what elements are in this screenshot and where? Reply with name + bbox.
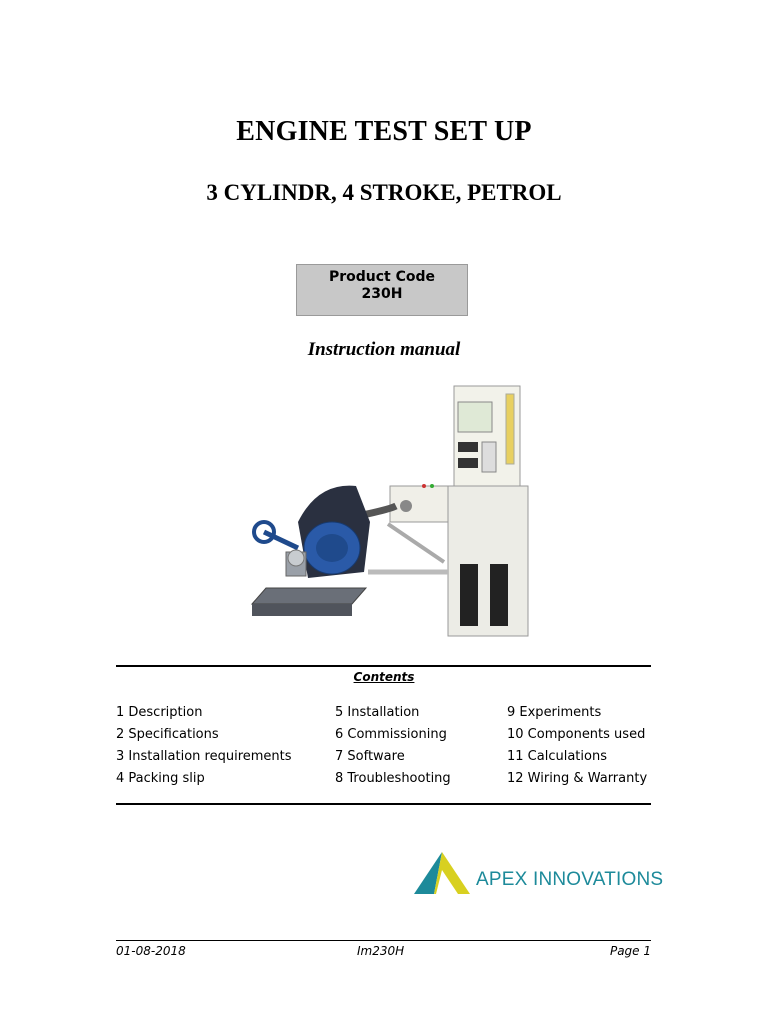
toc-column-1 xyxy=(116,702,292,790)
footer-page: Page 1 xyxy=(609,944,651,958)
manual-label: Instruction manual xyxy=(307,339,461,360)
toc-item[interactable]: 11 Calculations xyxy=(507,749,607,764)
document-subtitle: 3 CYLINDR, 4 STROKE, PETROL xyxy=(206,180,562,205)
toc-item[interactable]: 8 Troubleshooting xyxy=(335,771,451,786)
toc-column-2 xyxy=(335,702,451,790)
toc-column-3 xyxy=(507,702,647,790)
product-code-value: 230H xyxy=(361,286,403,302)
document-title: ENGINE TEST SET UP xyxy=(236,116,532,147)
product-code-label: Product Code xyxy=(328,269,436,285)
toc-item[interactable]: 6 Commissioning xyxy=(335,727,447,742)
toc-item[interactable]: 4 Packing slip xyxy=(116,771,205,786)
engine-test-rig-photo xyxy=(238,382,536,638)
footer-doc-id: Im230H xyxy=(357,944,405,958)
footer-date: 01-08-2018 xyxy=(116,944,186,958)
toc-item[interactable]: 10 Components used xyxy=(507,727,646,742)
toc-item[interactable]: 7 Software xyxy=(335,749,405,764)
toc-item[interactable]: 3 Installation requirements xyxy=(116,749,292,764)
footer-rule xyxy=(116,940,651,941)
toc-item[interactable]: 5 Installation xyxy=(335,705,420,720)
toc-item[interactable]: 12 Wiring & Warranty xyxy=(507,771,648,786)
company-logo-text: APEX INNOVATIONS xyxy=(476,869,664,890)
product-code-box xyxy=(296,264,468,316)
contents-heading: Contents xyxy=(353,670,415,684)
toc-item[interactable]: 9 Experiments xyxy=(507,705,602,720)
contents-bottom-rule xyxy=(116,803,651,805)
toc-item[interactable]: 2 Specifications xyxy=(116,727,219,742)
toc-item[interactable]: 1 Description xyxy=(116,705,203,720)
contents-top-rule xyxy=(116,665,651,667)
